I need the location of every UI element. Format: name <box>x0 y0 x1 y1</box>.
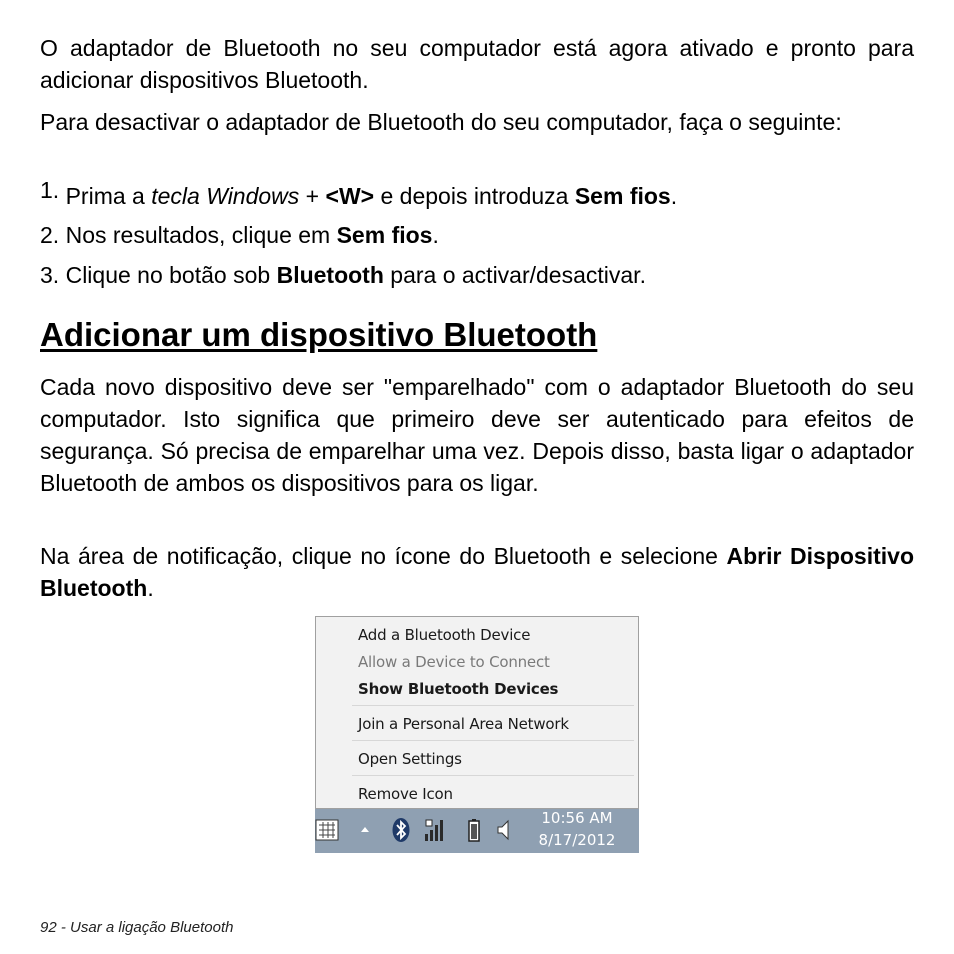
menu-item-add-device[interactable]: Add a Bluetooth Device <box>358 626 531 644</box>
paragraph-adapter-ready: O adaptador de Bluetooth no seu computador está agora ativado e pronto para adicionar dispositivos Bluetooth. <box>40 35 914 93</box>
menu-item-remove-icon[interactable]: Remove Icon <box>358 785 453 803</box>
page-footer: 92 - Usar a ligação Bluetooth <box>40 919 234 936</box>
step-1: 1. Prima a tecla Windows + <W> e depois introduza Sem fios. <box>40 177 678 209</box>
battery-icon[interactable] <box>467 818 481 842</box>
menu-item-allow-connect: Allow a Device to Connect <box>358 653 550 671</box>
menu-separator <box>352 740 634 741</box>
menu-item-join-pan[interactable]: Join a Personal Area Network <box>358 715 569 733</box>
clock-date[interactable]: 8/17/2012 <box>538 831 616 849</box>
menu-separator <box>352 705 634 706</box>
section-heading: Adicionar um dispositivo Bluetooth <box>40 316 598 353</box>
show-hidden-icons-arrow[interactable] <box>359 825 371 833</box>
network-signal-icon[interactable] <box>424 818 446 842</box>
taskbar <box>315 809 639 853</box>
bluetooth-context-menu <box>315 616 639 809</box>
clock-time[interactable]: 10:56 AM <box>541 809 613 827</box>
menu-item-show-devices[interactable]: Show Bluetooth Devices <box>358 680 559 698</box>
paragraph-deactivate-intro: Para desactivar o adaptador de Bluetooth do seu computador, faça o seguinte: <box>40 109 842 135</box>
step-2: 2. Nos resultados, clique em Sem fios. <box>40 222 439 248</box>
volume-icon[interactable] <box>497 819 511 841</box>
step-number: 2. <box>40 222 60 248</box>
keyboard-icon[interactable] <box>315 819 339 841</box>
paragraph-open-device: Na área de notificação, clique no ícone do Bluetooth e selecione Abrir Dispositivo Bluetooth. <box>40 543 914 601</box>
paragraph-pairing: Cada novo dispositivo deve ser "emparelhado" com o adaptador Bluetooth do seu computador. Isto significa que primeiro deve ser autenticado para efeitos de segurança. Só precisa de emparelhar uma vez. Depois disso, basta ligar o adaptador Bluetooth de ambos os dispositivos para os ligar. <box>40 374 914 496</box>
bluetooth-icon[interactable] <box>392 817 410 843</box>
step-3: 3. Clique no botão sob Bluetooth para o activar/desactivar. <box>40 262 646 288</box>
step-number: 3. <box>40 262 60 288</box>
bluetooth-menu-screenshot <box>315 616 639 853</box>
menu-separator <box>352 775 634 776</box>
menu-item-open-settings[interactable]: Open Settings <box>358 750 462 768</box>
step-number: 1. <box>40 177 60 203</box>
